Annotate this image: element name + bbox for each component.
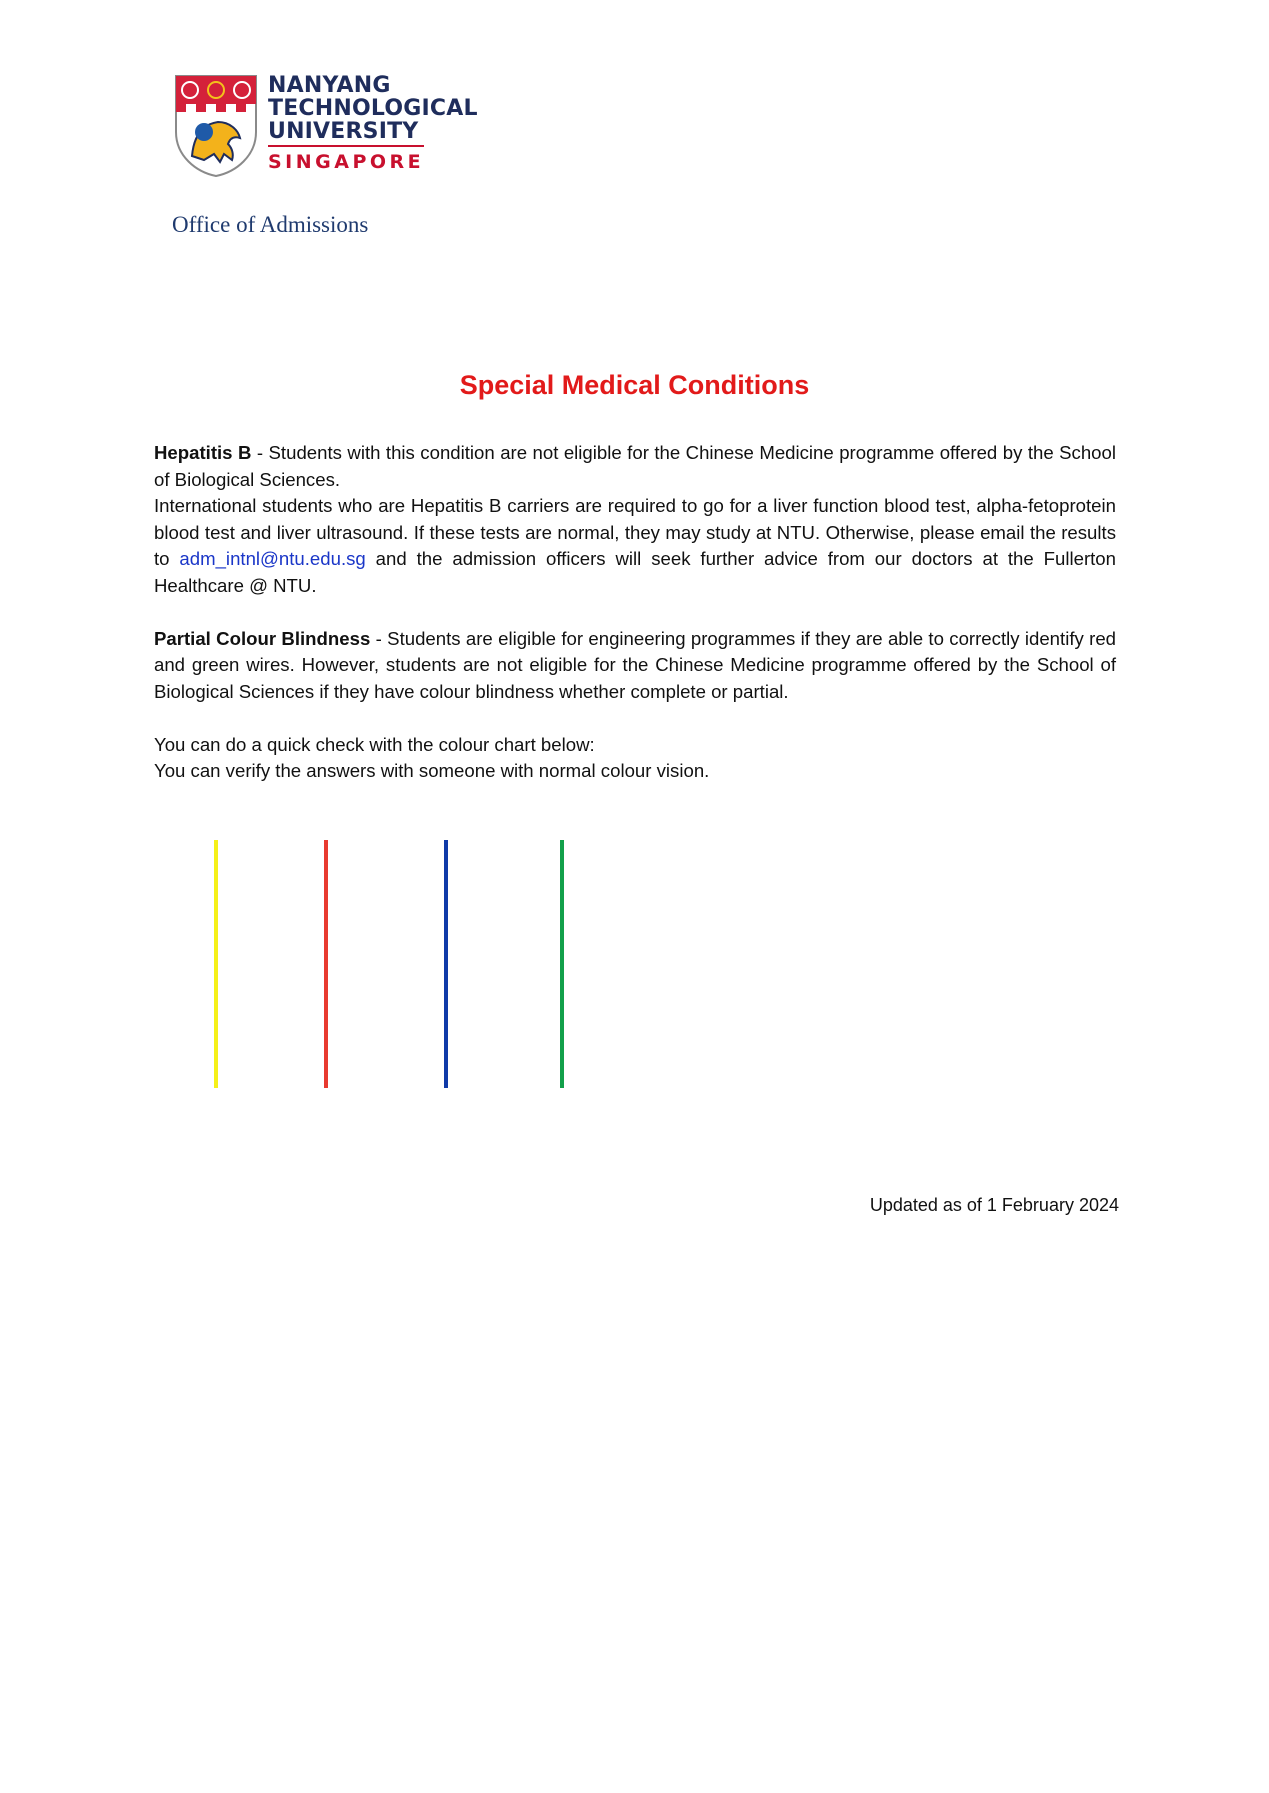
hepatitis-heading: Hepatitis B [154,442,252,463]
hepatitis-text-2b: and the admission officers will seek further advice from our doctors at the Fullerton Healthcare @ NTU. [154,548,1116,596]
colour-blindness-heading: Partial Colour Blindness [154,627,371,649]
office-name: Office of Admissions [172,212,369,237]
colour-blindness-text: - Students are eligible for engineering programmes if they are able to correctly identify red and green wires. However, students are not eligible for the Chinese Medicine programme offered by the School of Biological Sciences if they have colour blindness whether complete or partial. [154,627,1116,702]
ntu-logo [174,73,478,184]
hepatitis-text-1: - Students with this condition are not eligible for the Chinese Medicine programme offered by the School of Biological Sciences. [154,442,1116,490]
logo-line-3: UNIVERSITY [268,119,419,144]
admissions-email-link[interactable]: adm_intnl@ntu.edu.sg [179,548,366,569]
check-line-1: You can do a quick check with the colour chart below: [154,733,595,755]
colour-blindness-paragraph [154,626,1116,706]
updated-date: Updated as of 1 February 2024 [869,1195,1119,1215]
page-title: Special Medical Conditions [459,370,810,400]
logo-line-4: SINGAPORE [268,145,424,176]
university-name [268,74,478,176]
ntu-crest-icon [174,74,258,178]
hepatitis-paragraph-1 [154,440,1116,493]
check-line-2: You can verify the answers with someone with normal colour vision. [154,760,710,781]
logo-line-2: TECHNOLOGICAL [268,96,478,121]
logo-line-1: NANYANG [268,73,391,98]
hepatitis-text-2a: International students who are Hepatitis B carriers are required to go for a liver function blood test, alpha-fetoprotein blood test and liver ultrasound. If these tests are normal, they may study at NTU. Otherwise, please email the results to [154,495,1116,569]
document-body [154,440,1116,785]
hepatitis-paragraph-2 [154,493,1116,599]
colour-chart-wires [150,838,610,1092]
